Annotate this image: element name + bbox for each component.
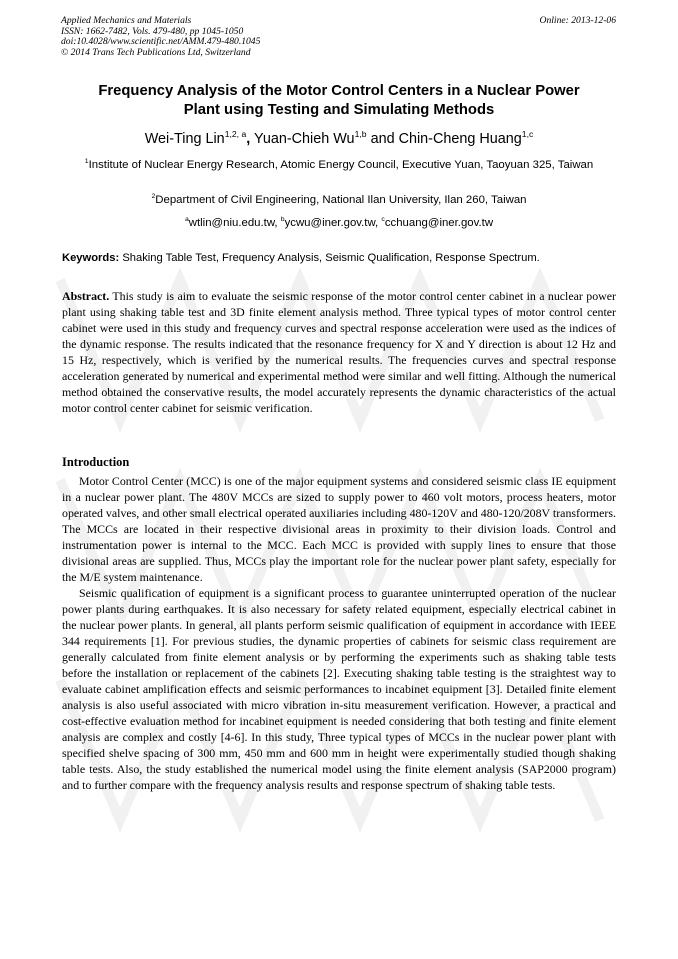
author-list xyxy=(62,129,616,149)
email-b[interactable]: ycwu@iner.gov.tw, xyxy=(284,217,379,229)
introduction-paragraph-2: Seismic qualification of equipment is a significant process to guarantee uninterrupted operation of the nuclear power plants during earthquakes. It is also necessary for safety related equipment, especially electrical cabinet in the nuclear power plants. In general, all plants perform seismic qualification of equipment in accordance with IEEE 344 requirements [1]. For previous studies, the dynamic properties of cabinets for seismic class requirement are generally calculated from finite element analysis or by performing the experiments such as shaking table tests before the installation or replacement of the cabinets [2]. Executing shaking table testing is the straightest way to evaluate cabinet amplification effects and seismic performances to incabinet equipment [3]. Detailed finite element analysis is also useful associated with micro vibration in-situ measurement verification. However, a practical and cost-effective evaluation method for incabinet equipment is needed considering that both testing and finite element analysis are complex and costly [4-6]. In this study, Three typical types of MCCs in the nuclear power plant with specified shelve spacing of 300 mm, 450 mm and 600 mm in height were experimentally studied though shaking table tests. Also, the study established the numerical model using the finite element analysis (SAP2000 program) and to further compare with the frequency analysis results and response spectrum of shaking table tests. xyxy=(62,586,616,792)
author-separator-comma: , xyxy=(246,131,251,147)
author-separator-and: and xyxy=(370,131,395,147)
author-2-name: Yuan-Chieh Wu xyxy=(254,131,355,147)
keywords-text: Shaking Table Test, Frequency Analysis, Seismic Qualification, Response Spectrum. xyxy=(122,252,540,264)
author-3-name: Chin-Cheng Huang xyxy=(398,131,522,147)
affiliation-2-mark: 2 xyxy=(151,193,156,201)
author-1-name: Wei-Ting Lin xyxy=(144,131,225,147)
affiliation-2-text: Department of Civil Engineering, National Ilan University, Ilan 260, Taiwan xyxy=(155,194,527,206)
online-date: Online: 2013-12-06 xyxy=(539,15,616,26)
email-b-mark: b xyxy=(280,216,285,224)
section-heading-introduction: Introduction xyxy=(62,455,130,469)
email-a[interactable]: wtlin@niu.edu.tw, xyxy=(188,217,278,229)
introduction-paragraph-1: Motor Control Center (MCC) is one of the major equipment systems and considered seismic class IE equipment in a nuclear power plant. The 480V MCCs are sized to supply power to 460 volt motors, process heaters, motor operated valves, and other small electrical operated auxiliaries including 480-120V and 480-120/208V transformers. The MCCs are located in their respective divisional areas in proximity to their division loads. Control and instrumentation power is internal to the MCC. Each MCC is provided with supply lines to ensure that those divisional areas are supplied. Thus, MCCs play the important role for the nuclear power plant safety, especially for the M/E system maintenance. xyxy=(62,474,616,584)
email-a-mark: a xyxy=(184,216,189,224)
affiliation-1 xyxy=(62,158,616,173)
keywords xyxy=(62,251,622,265)
journal-name: Applied Mechanics and Materials xyxy=(61,15,192,26)
journal-copyright: © 2014 Trans Tech Publications Ltd, Switzerland xyxy=(61,46,251,58)
email-c-mark: c xyxy=(381,216,385,224)
affiliation-2 xyxy=(62,193,616,208)
abstract-text: This study is aim to evaluate the seismic response of the motor control center cabinet in a nuclear power plant using shaking table test and 3D finite element analysis method. Three typical types of motor control center cabinet were used in this study and frequency curves and spectral response acceleration were used as the indices of the dynamic response. The results indicated that the resonance frequency for X and Y direction is about 12 Hz and 15 Hz, respectively, which is verified by the numerical results. The frequencies curves and spectral response acceleration generated by numerical and experimental method were similar and well fitting. Although the numerical method obtained the conservative results, the model accurately represents the dynamic characteristics of the actual motor control center cabinet for seismic verification. xyxy=(62,289,616,415)
journal-header xyxy=(61,16,260,58)
author-3-affiliation-mark: 1,c xyxy=(521,129,534,140)
author-emails xyxy=(62,216,616,230)
journal-doi: doi:10.4028/www.scientific.net/AMM.479-480.1045 xyxy=(61,36,261,48)
author-2-affiliation-mark: 1,b xyxy=(354,129,367,140)
abstract xyxy=(62,288,616,416)
keywords-label: Keywords: xyxy=(62,252,120,264)
paper-title xyxy=(62,82,616,120)
abstract-label: Abstract. xyxy=(62,289,110,303)
introduction-body xyxy=(62,473,616,793)
journal-issn: ISSN: 1662-7482, Vols. 479-480, pp 1045-1050 xyxy=(61,25,244,37)
paper-title-line-2: Plant using Testing and Simulating Methods xyxy=(183,102,495,118)
author-1-affiliation-mark: 1,2, a xyxy=(224,129,247,140)
affiliation-1-mark: 1 xyxy=(84,158,89,166)
paper-title-line-1: Frequency Analysis of the Motor Control Centers in a Nuclear Power xyxy=(98,83,580,99)
affiliation-1-text: Institute of Nuclear Energy Research, Atomic Energy Council, Executive Yuan, Taoyuan 325, Taiwan xyxy=(88,159,594,171)
email-c[interactable]: cchuang@iner.gov.tw xyxy=(384,217,494,229)
